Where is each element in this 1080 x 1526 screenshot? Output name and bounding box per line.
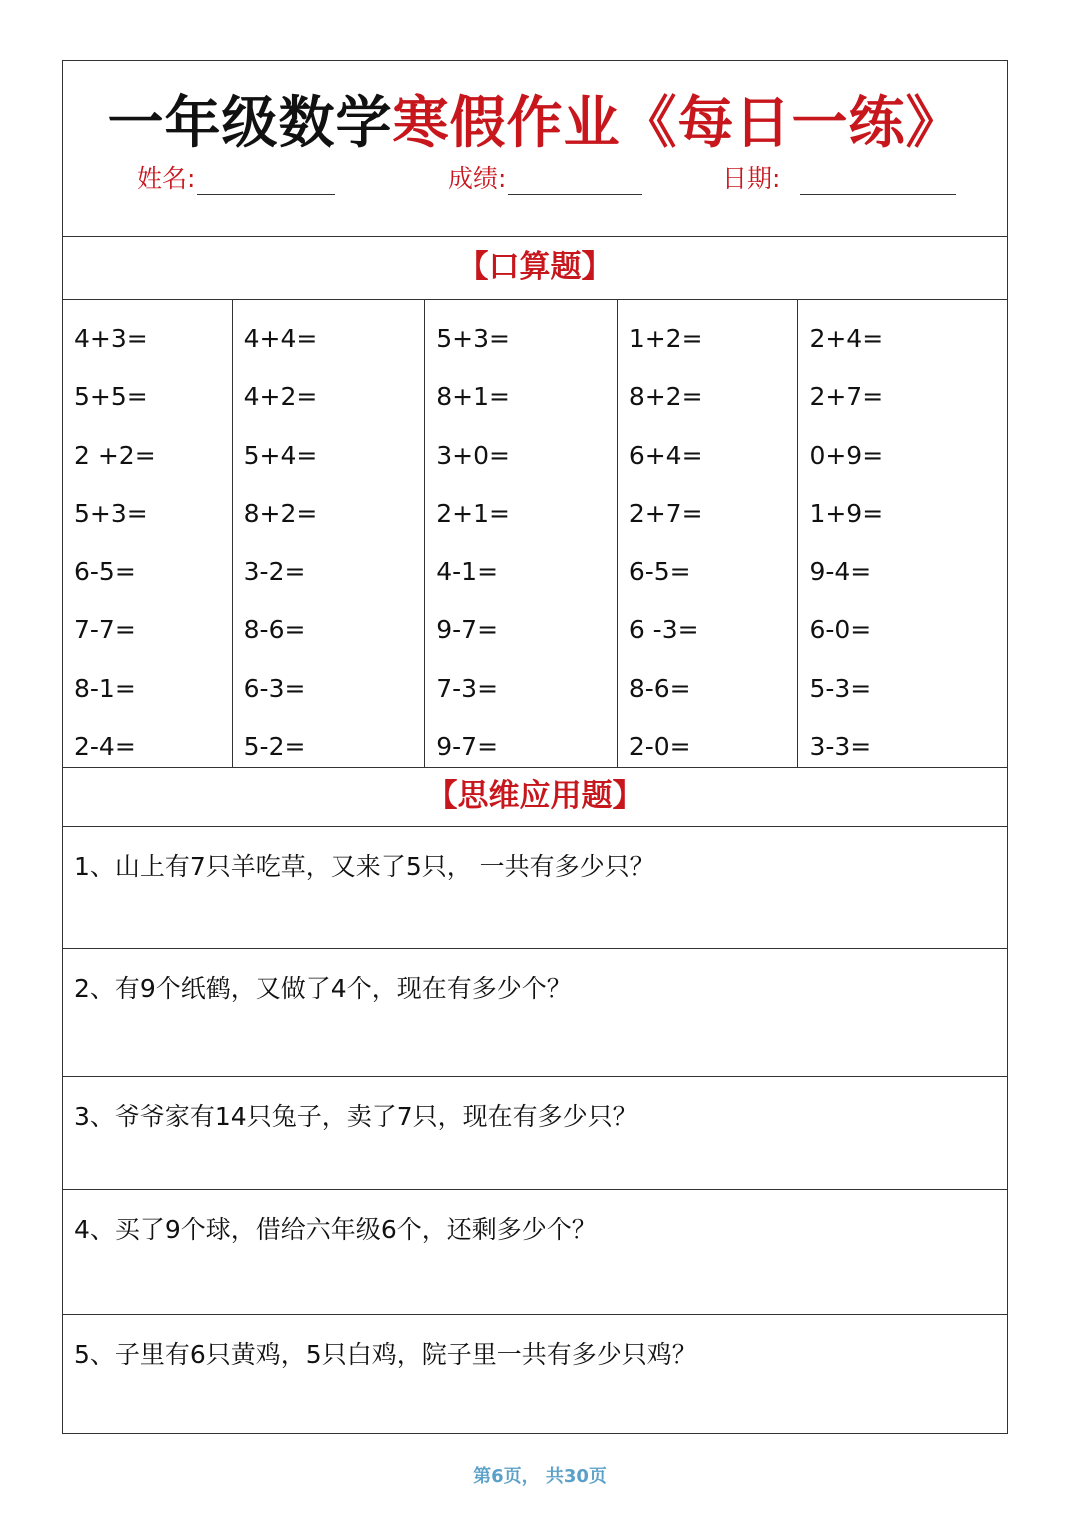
- oral-calc-item: 6-5=: [628, 557, 691, 587]
- oral-calc-column: [233, 300, 426, 767]
- score-field[interactable]: [448, 159, 642, 195]
- oral-calc-item: 3-3=: [809, 732, 872, 762]
- oral-calc-column: [425, 300, 618, 767]
- oral-calc-item: 9-7=: [436, 732, 499, 762]
- oral-calc-item: 8-6=: [243, 615, 306, 645]
- word-problem-1: 1、山上有7只羊吃草，又来了5只， 一共有多少只？: [63, 827, 1007, 949]
- date-blank-line[interactable]: [800, 164, 956, 195]
- oral-calc-item: 3-2=: [243, 557, 306, 587]
- oral-calc-column: [618, 300, 799, 767]
- oral-calc-item: 6-3=: [243, 673, 306, 703]
- oral-calc-item: 8-6=: [628, 673, 691, 703]
- title-part-grade: 一年级数学: [107, 91, 393, 156]
- oral-calc-item: 8+1=: [436, 382, 510, 412]
- oral-calc-item: 3+0=: [436, 440, 510, 470]
- oral-calc-item: 5-3=: [809, 673, 872, 703]
- date-field[interactable]: [722, 159, 956, 195]
- oral-calc-item: 2+7=: [628, 498, 703, 528]
- oral-calc-item: 4-1=: [436, 557, 499, 587]
- section-title-oral-calc: 【口算题】: [63, 237, 1007, 300]
- worksheet-header: [63, 61, 1007, 237]
- oral-calc-item: 9-7=: [436, 615, 499, 645]
- oral-calc-item: 2+4=: [809, 324, 884, 353]
- section-title-word-problems: 【思维应用题】: [63, 768, 1007, 827]
- oral-calc-item: 8+2=: [628, 382, 703, 412]
- oral-calc-item: 5-2=: [243, 732, 306, 762]
- word-problem-2: 2、有9个纸鹤，又做了4个，现在有多少个？: [63, 949, 1007, 1077]
- page-title: [63, 79, 1007, 159]
- date-label: 日期:: [722, 164, 781, 193]
- oral-calc-item: 5+3=: [74, 498, 148, 528]
- word-problem-3: 3、爷爷家有14只兔子，卖了7只，现在有多少只？: [63, 1077, 1007, 1190]
- oral-calc-item: 6-5=: [74, 557, 136, 587]
- title-part-holiday: 寒假作业《每日一练》: [392, 91, 963, 156]
- oral-calc-item: 6+4=: [628, 440, 703, 470]
- oral-calc-item: 8+2=: [243, 498, 318, 528]
- oral-calc-column: [798, 300, 1007, 767]
- oral-calc-item: 1+9=: [809, 498, 884, 528]
- oral-calc-item: 0+9=: [809, 440, 884, 470]
- word-problem-5: 5、子里有6只黄鸡，5只白鸡，院子里一共有多少只鸡？: [74, 1340, 697, 1369]
- oral-calc-column: [63, 300, 233, 767]
- oral-calc-item: 5+3=: [436, 324, 510, 353]
- name-label: 姓名:: [137, 164, 196, 193]
- student-info-row: [63, 159, 1007, 199]
- page-number-footer: 第6页， 共30页: [473, 1466, 607, 1487]
- score-blank-line[interactable]: [508, 164, 642, 195]
- score-label: 成绩:: [448, 164, 507, 193]
- oral-calc-item: 7-7=: [74, 615, 136, 645]
- oral-calc-item: 2-4=: [74, 732, 136, 762]
- oral-calc-item: 6-0=: [809, 615, 872, 645]
- oral-calc-item: 5+5=: [74, 382, 148, 412]
- oral-calc-item: 2 +2=: [74, 440, 156, 470]
- worksheet: [62, 60, 1008, 1434]
- oral-calc-item: 6 -3=: [628, 615, 699, 645]
- oral-calc-item: 2+7=: [809, 382, 884, 412]
- oral-calc-item: 8-1=: [74, 673, 136, 703]
- oral-calc-item: 4+2=: [243, 382, 318, 412]
- name-blank-line[interactable]: [197, 164, 335, 195]
- oral-calc-item: 5+4=: [243, 440, 318, 470]
- oral-calc-item: 4+4=: [243, 324, 318, 353]
- oral-calc-grid: [63, 300, 1007, 768]
- oral-calc-item: 2+1=: [436, 498, 510, 528]
- oral-calc-item: 1+2=: [628, 324, 703, 353]
- word-problem-4: 4、买了9个球，借给六年级6个，还剩多少个？: [63, 1190, 1007, 1315]
- oral-calc-item: 4+3=: [74, 324, 148, 353]
- name-field[interactable]: [137, 159, 335, 195]
- oral-calc-item: 7-3=: [436, 673, 499, 703]
- oral-calc-item: 9-4=: [809, 557, 872, 587]
- oral-calc-item: 2-0=: [628, 732, 691, 762]
